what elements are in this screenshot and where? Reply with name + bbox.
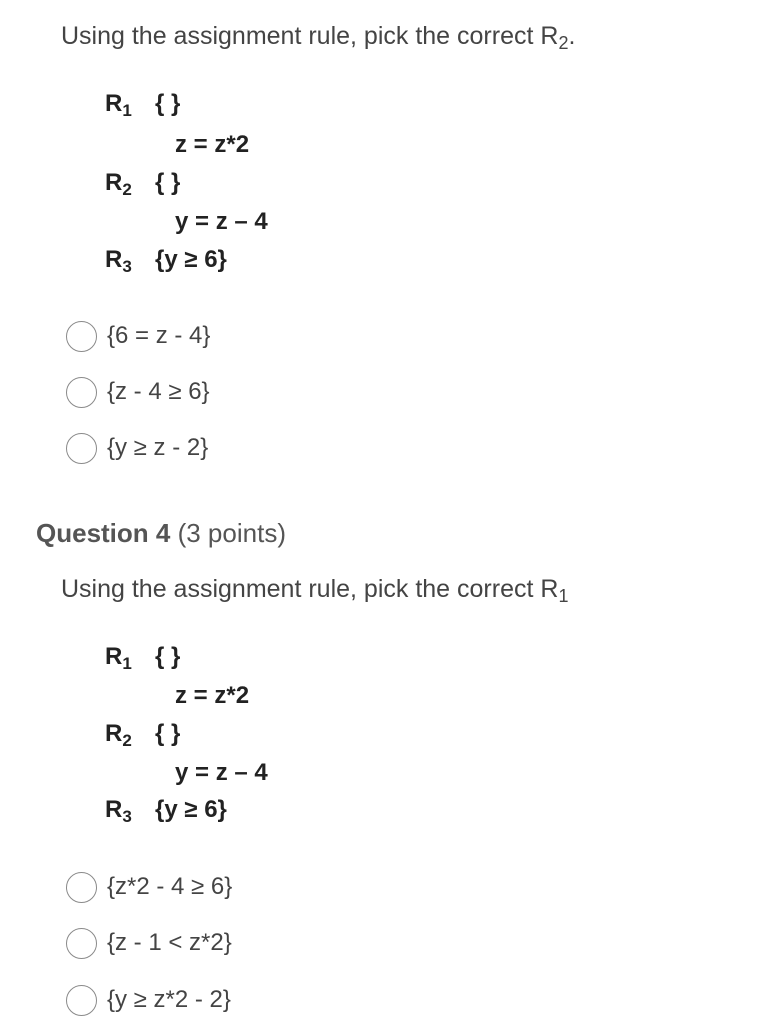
q4-prompt: [61, 575, 568, 604]
q4-code-line-3: [105, 720, 180, 748]
q3-code-r2-label: R: [105, 169, 123, 196]
q3-code-r3-sub: 3: [122, 257, 132, 276]
q4-code-line-4: [105, 759, 268, 787]
q4-option-1[interactable]: [66, 870, 232, 904]
q3-code-r3-text: {y ≥ 6}: [155, 246, 227, 273]
q3-code-line-2: [105, 131, 249, 159]
q3-option-3-label: {y ≥ z - 2}: [107, 434, 209, 461]
q4-code-r1-label: R: [105, 643, 123, 670]
q3-option-3[interactable]: [66, 431, 208, 465]
q3-prompt-text: Using the assignment rule, pick the correct R: [61, 22, 559, 50]
q3-code-r1-sub: 1: [122, 101, 132, 120]
q3-prompt: [61, 22, 575, 51]
q4-code-r2-text: { }: [155, 720, 181, 747]
q4-code-r2-sub: 2: [122, 731, 132, 750]
q3-option-2-label: {z - 4 ≥ 6}: [107, 378, 210, 405]
q4-option-3[interactable]: [66, 983, 231, 1017]
q3-code-r1-text: { }: [155, 90, 181, 117]
q4-option-1-label: {z*2 - 4 ≥ 6}: [107, 873, 233, 900]
q3-option-1[interactable]: [66, 319, 210, 353]
q4-code-r1-sub: 1: [122, 654, 132, 673]
q3-prompt-sub: 2: [558, 33, 569, 53]
q3-option-1-label: {6 = z - 4}: [107, 322, 211, 349]
q4-code-r3-label: R: [105, 796, 123, 823]
q3-option-1-radio[interactable]: [66, 321, 97, 352]
q3-option-3-radio[interactable]: [66, 433, 97, 464]
q3-code-r2-sub: 2: [122, 180, 132, 199]
q3-code-stmt-1: z = z*2: [175, 131, 250, 158]
q3-code-line-4: [105, 208, 268, 236]
q3-code-stmt-2: y = z – 4: [175, 208, 268, 235]
q4-code-stmt-2: y = z – 4: [175, 759, 268, 786]
q4-code-stmt-1: z = z*2: [175, 682, 250, 709]
q3-code-r1-label: R: [105, 90, 123, 117]
q4-code-line-1: [105, 643, 180, 671]
q3-option-2[interactable]: [66, 375, 210, 409]
q4-title: Question 4: [36, 518, 171, 548]
q4-prompt-sub: 1: [558, 586, 569, 606]
q4-header: [36, 518, 286, 549]
q4-option-2[interactable]: [66, 926, 232, 960]
q3-option-2-radio[interactable]: [66, 377, 97, 408]
q4-option-3-label: {y ≥ z*2 - 2}: [107, 986, 231, 1013]
q4-code-line-2: [105, 682, 249, 710]
q3-code-line-1: [105, 90, 180, 118]
q4-points: (3 points): [177, 518, 286, 548]
q4-option-3-radio[interactable]: [66, 985, 97, 1016]
q3-code-r2-text: { }: [155, 169, 181, 196]
q3-code-line-3: [105, 169, 180, 197]
q3-code-r3-label: R: [105, 246, 123, 273]
q3-prompt-suffix: .: [568, 22, 576, 50]
q4-code-line-5: [105, 796, 227, 824]
q4-code-r1-text: { }: [155, 643, 181, 670]
q4-code-r3-text: {y ≥ 6}: [155, 796, 227, 823]
q4-option-2-radio[interactable]: [66, 928, 97, 959]
q3-code-line-5: [105, 246, 227, 274]
q4-code-r2-label: R: [105, 720, 123, 747]
q4-option-1-radio[interactable]: [66, 872, 97, 903]
q4-option-2-label: {z - 1 < z*2}: [107, 929, 232, 956]
q4-prompt-text: Using the assignment rule, pick the correct R: [61, 575, 559, 603]
q4-code-r3-sub: 3: [122, 807, 132, 826]
